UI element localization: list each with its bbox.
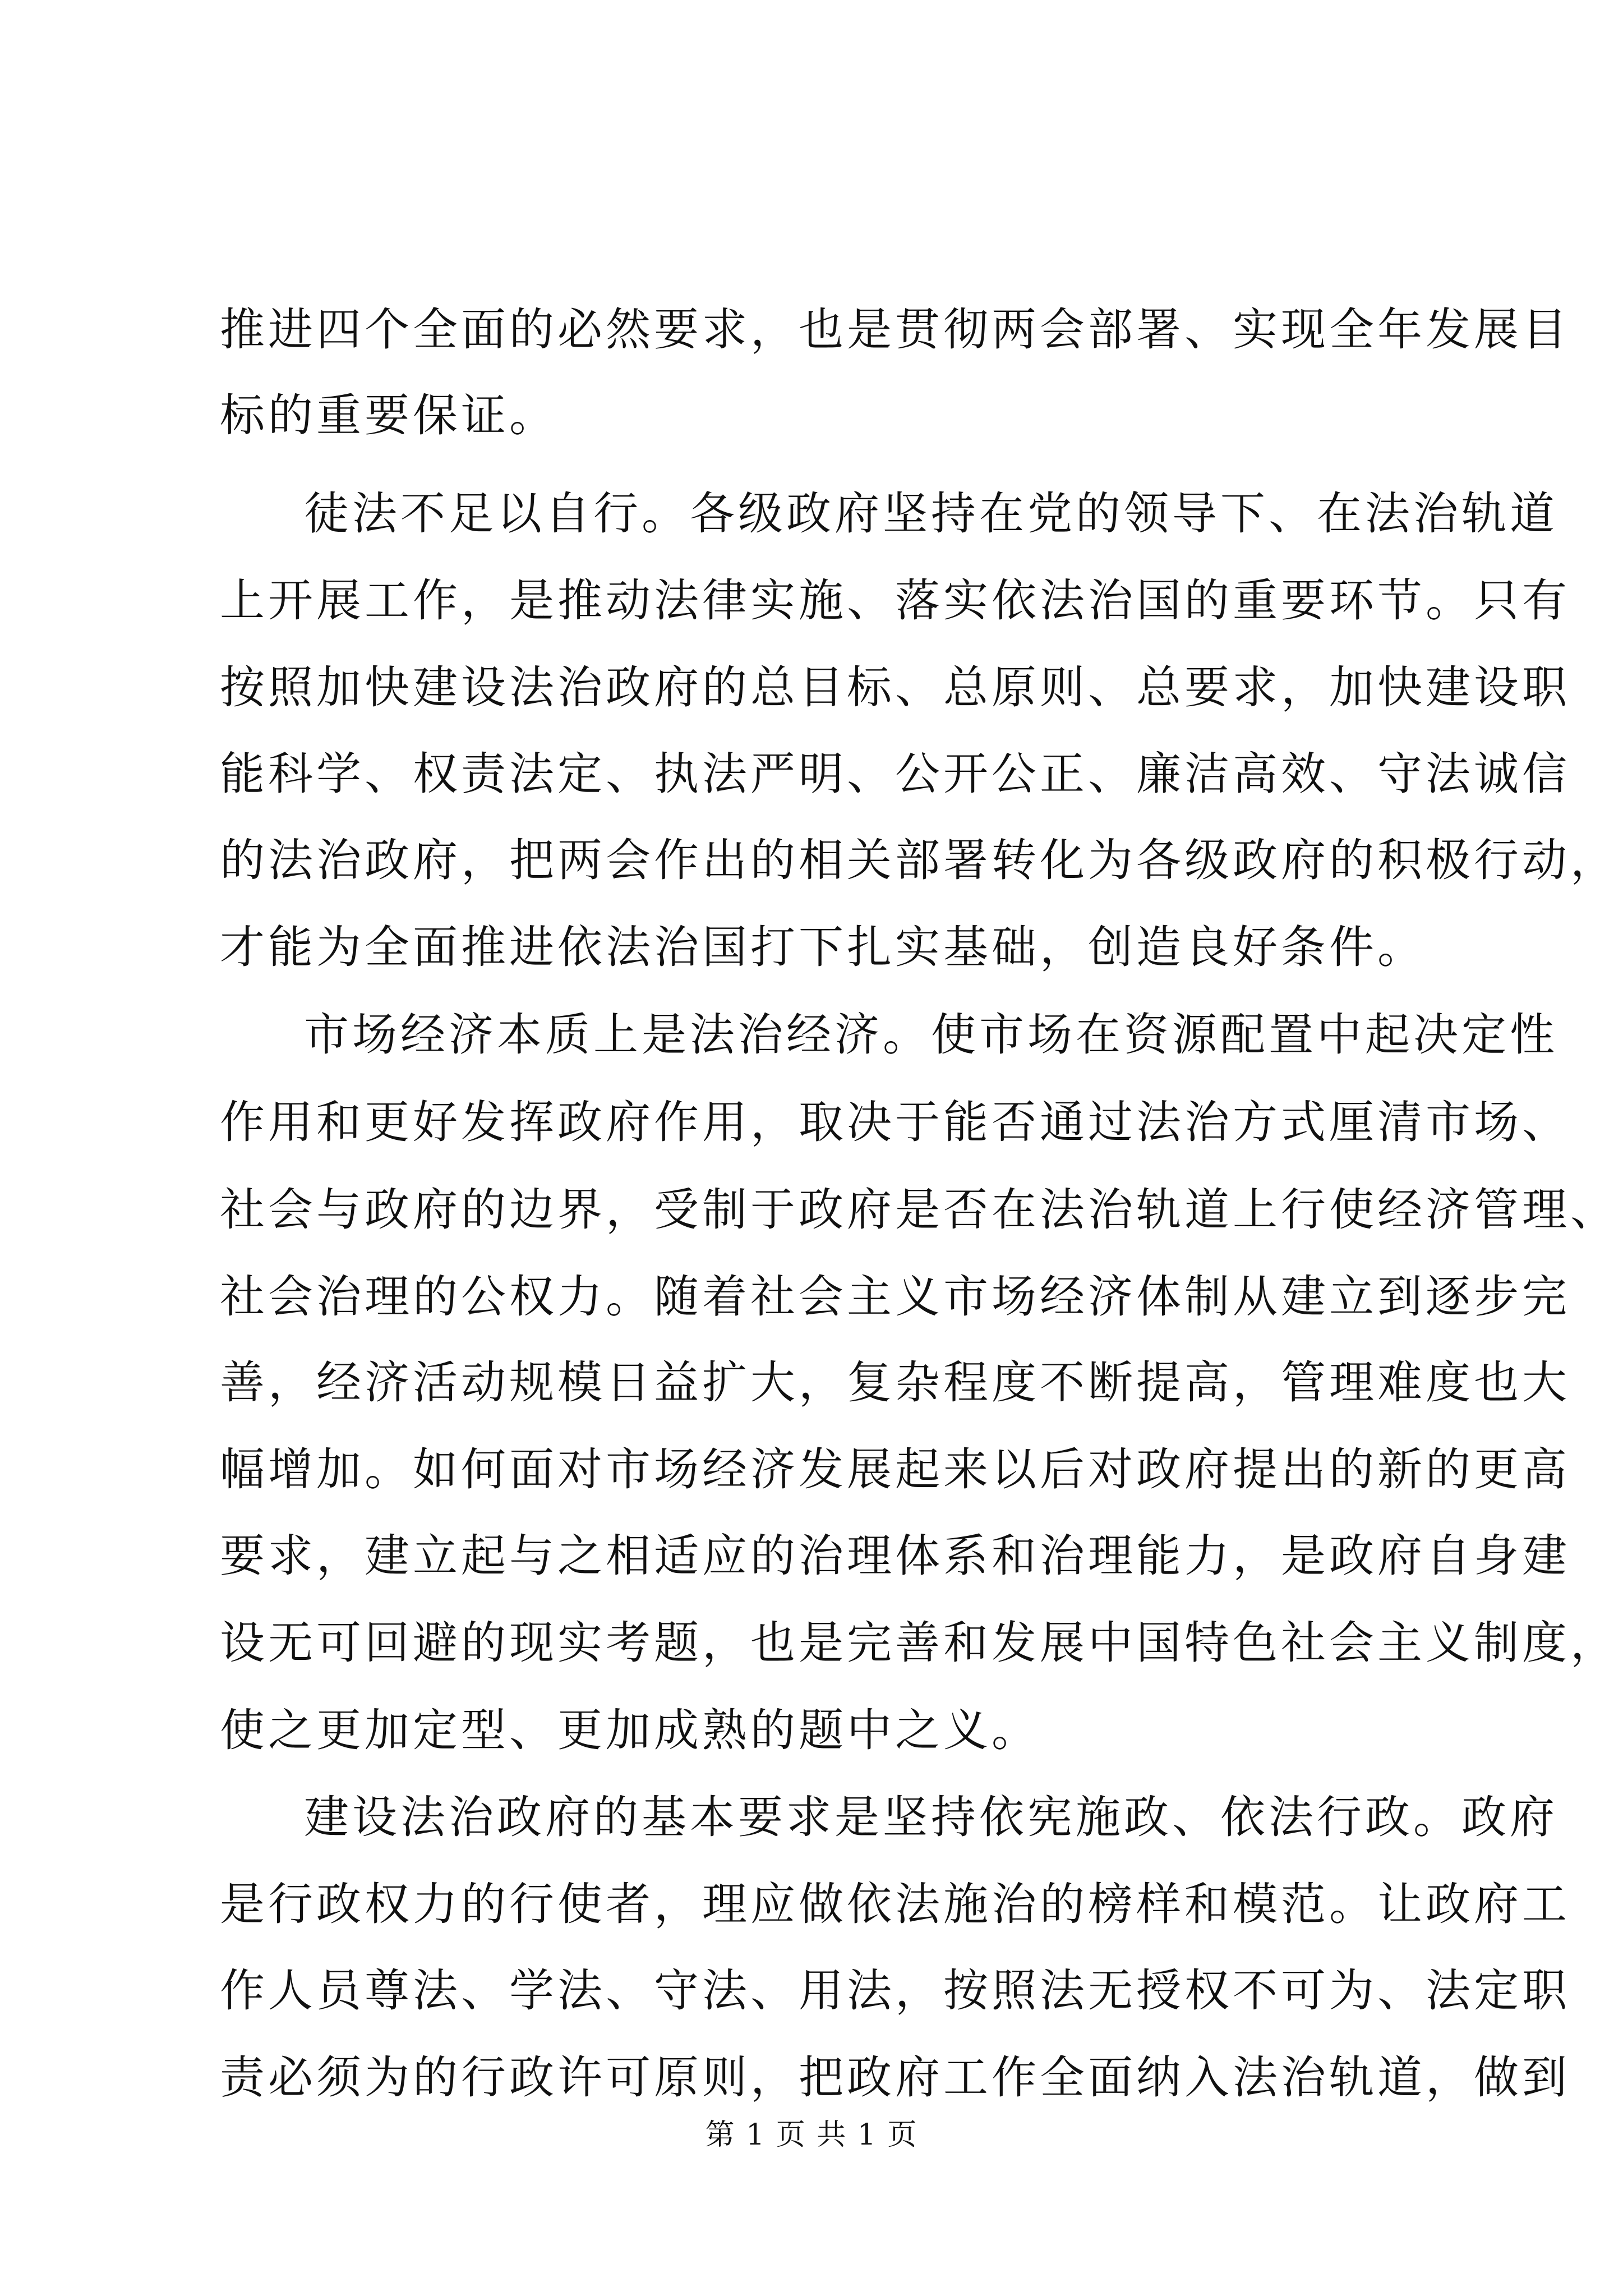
- text-line: 标的重要保证。: [220, 389, 557, 441]
- text-line: 是行政权力的行使者，理应做依法施治的榜样和模范。让政府工: [220, 1878, 1570, 1930]
- text-line: 设无可回避的现实考题，也是完善和发展中国特色社会主义制度，: [220, 1617, 1619, 1669]
- text-line: 善，经济活动规模日益扩大，复杂程度不断提高，管理难度也大: [220, 1356, 1570, 1409]
- page-number-footer: 第 1 页 共 1 页: [705, 2118, 918, 2152]
- text-line: 能科学、权责法定、执法严明、公开公正、廉洁高效、守法诚信: [220, 748, 1570, 800]
- text-line: 上开展工作，是推动法律实施、落实依法治国的重要环节。只有: [220, 574, 1570, 627]
- paragraph-first-line: 徒法不足以自行。各级政府坚持在党的领导下、在法治轨道: [304, 487, 1558, 540]
- text-line: 要求，建立起与之相适应的治理体系和治理能力，是政府自身建: [220, 1530, 1570, 1582]
- paragraph-first-line: 建设法治政府的基本要求是坚持依宪施政、依法行政。政府: [304, 1791, 1558, 1843]
- text-line: 社会治理的公权力。随着社会主义市场经济体制从建立到逐步完: [220, 1271, 1570, 1323]
- text-line: 作用和更好发挥政府作用，取决于能否通过法治方式厘清市场、: [220, 1096, 1570, 1148]
- text-line: 使之更加定型、更加成熟的题中之义。: [220, 1704, 1040, 1756]
- paragraph-first-line: 市场经济本质上是法治经济。使市场在资源配置中起决定性: [304, 1009, 1558, 1061]
- text-line: 责必须为的行政许可原则，把政府工作全面纳入法治轨道，做到: [220, 2051, 1570, 2104]
- text-line: 幅增加。如何面对市场经济发展起来以后对政府提出的新的更高: [220, 1443, 1570, 1496]
- text-line: 的法治政府，把两会作出的相关部署转化为各级政府的积极行动，: [220, 834, 1619, 886]
- text-line: 按照加快建设法治政府的总目标、总原则、总要求，加快建设职: [220, 661, 1570, 714]
- text-line: 作人员尊法、学法、守法、用法，按照法无授权不可为、法定职: [220, 1964, 1570, 2017]
- text-line: 社会与政府的边界，受制于政府是否在法治轨道上行使经济管理、: [220, 1184, 1619, 1236]
- text-line: 才能为全面推进依法治国打下扎实基础，创造良好条件。: [220, 921, 1426, 973]
- text-line: 推进四个全面的必然要求，也是贯彻两会部署、实现全年发展目: [220, 303, 1570, 356]
